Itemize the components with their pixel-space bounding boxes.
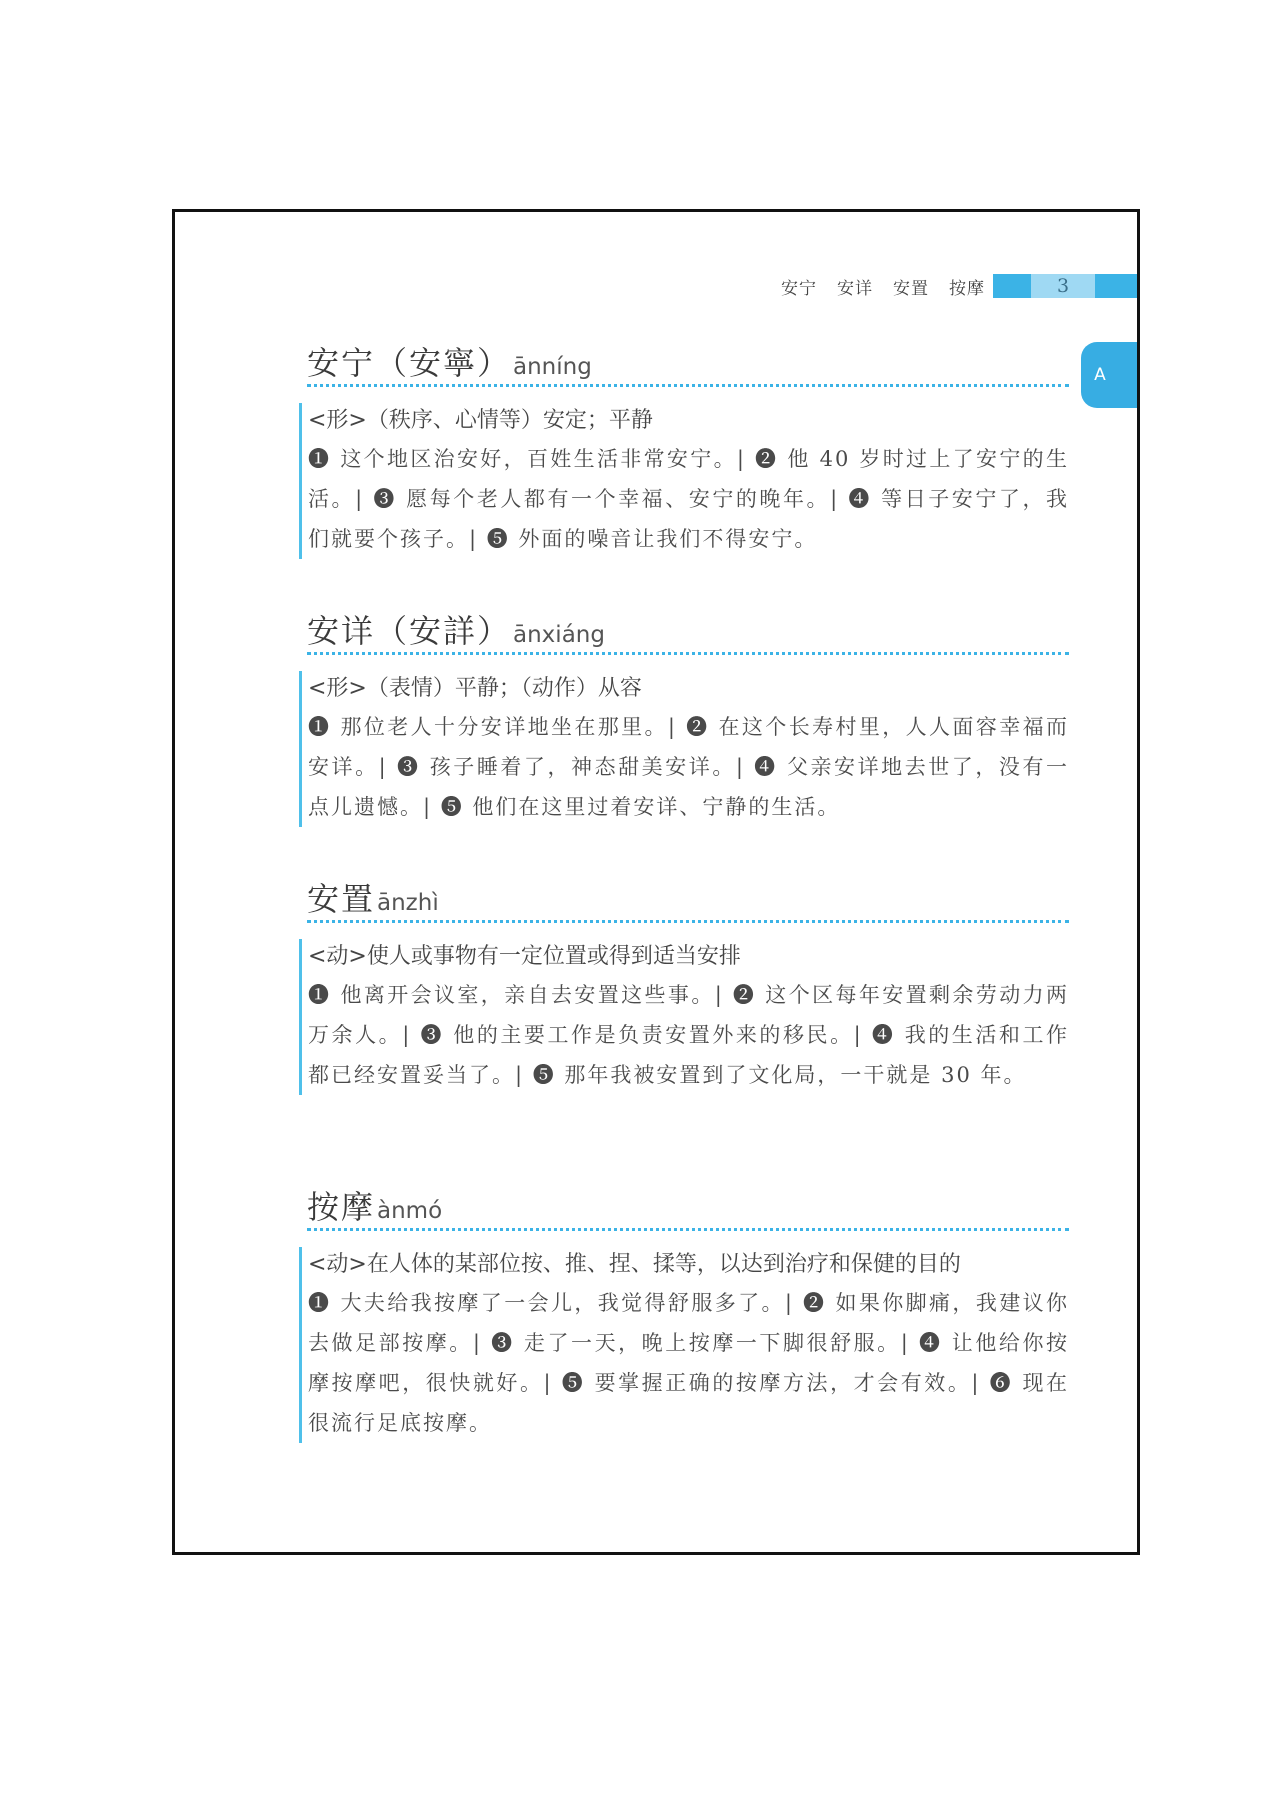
entry-definition: <形>（表情）平静；（动作）从容 — [308, 676, 642, 701]
page-number-bar — [993, 274, 1137, 298]
header-guide-words — [781, 274, 985, 299]
dictionary-entry — [307, 606, 1069, 827]
entry-headword — [307, 1182, 1069, 1231]
entry-body — [299, 1247, 1069, 1443]
dictionary-entry — [307, 1182, 1069, 1443]
header-word: 安详 — [837, 278, 873, 299]
dictionary-entry — [307, 338, 1069, 559]
entry-body — [299, 939, 1069, 1095]
header-word: 安宁 — [781, 278, 817, 299]
entry-examples: ❶ 这个地区治安好，百姓生活非常安宁。| ❷ 他 40 岁时过上了安宁的生活。| ❸ 愿每个老人都有一个幸福、安宁的晚年。| ❹ 等日子安宁了，我们就要个孩子。| ❺ 外面的噪音让我们不得安宁。 — [308, 447, 1069, 551]
page-bar-accent — [993, 274, 1031, 298]
header-word: 安置 — [893, 278, 929, 299]
entry-body — [299, 403, 1069, 559]
dictionary-page — [172, 209, 1140, 1555]
page-number: 3 — [1031, 274, 1095, 298]
page-bar-accent — [1095, 274, 1137, 298]
entry-definition: <动>使人或事物有一定位置或得到适当安排 — [308, 944, 741, 969]
entry-definition: <形>（秩序、心情等）安定；平静 — [308, 408, 653, 433]
entry-headword — [307, 338, 1069, 387]
entry-definition: <动>在人体的某部位按、推、捏、揉等，以达到治疗和保健的目的 — [308, 1252, 961, 1277]
entry-examples: ❶ 那位老人十分安详地坐在那里。| ❷ 在这个长寿村里，人人面容幸福而安详。| ❸ 孩子睡着了，神态甜美安详。| ❹ 父亲安详地去世了，没有一点儿遗憾。| ❺ 他们在这里过着安详、宁静的生活。 — [308, 715, 1069, 819]
entry-headword — [307, 874, 1069, 923]
headword-pinyin: ānxiáng — [513, 622, 605, 648]
headword-pinyin: ànmó — [377, 1198, 443, 1224]
headword-characters: 安宁（安寧） — [307, 344, 512, 382]
running-header — [781, 274, 1137, 298]
headword-pinyin: ānzhì — [377, 890, 439, 916]
dictionary-entry — [307, 874, 1069, 1095]
headword-characters: 按摩 — [307, 1188, 376, 1226]
entry-examples: ❶ 大夫给我按摩了一会儿，我觉得舒服多了。| ❷ 如果你脚痛，我建议你去做足部按摩。| ❸ 走了一天，晚上按摩一下脚很舒服。| ❹ 让他给你按摩按摩吧，很快就好。| ❺ 要掌握正确的按摩方法，才会有效。| ❻ 现在很流行足底按摩。 — [308, 1291, 1069, 1435]
entry-body — [299, 671, 1069, 827]
letter-index-tab — [1081, 342, 1137, 408]
headword-characters: 安置 — [307, 880, 376, 918]
header-word: 按摩 — [949, 278, 985, 299]
entry-examples: ❶ 他离开会议室，亲自去安置这些事。| ❷ 这个区每年安置剩余劳动力两万余人。| ❸ 他的主要工作是负责安置外来的移民。| ❹ 我的生活和工作都已经安置妥当了。| ❺ 那年我被安置到了文化局，一干就是 30 年。 — [308, 983, 1069, 1087]
letter-tab-label: A — [1094, 365, 1106, 385]
entry-headword — [307, 606, 1069, 655]
headword-characters: 安详（安詳） — [307, 612, 512, 650]
headword-pinyin: ānníng — [513, 354, 592, 380]
